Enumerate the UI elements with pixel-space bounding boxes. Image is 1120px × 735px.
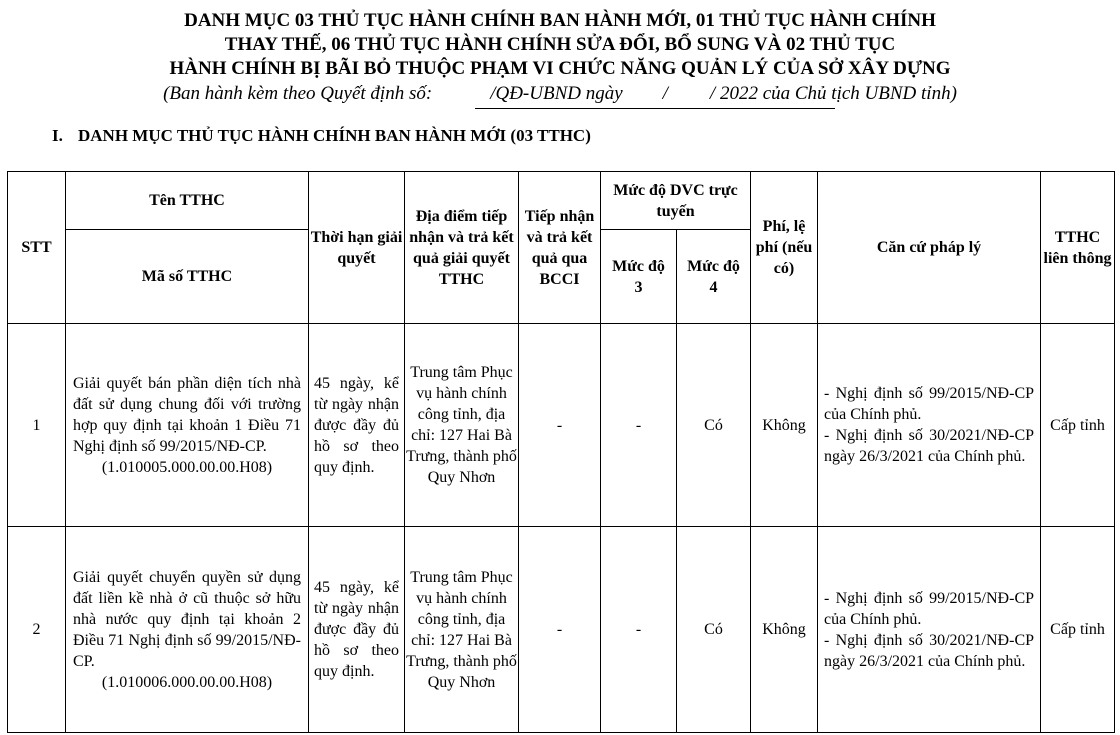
document-title: [0, 9, 1120, 81]
row-procedure: [66, 527, 309, 733]
row-bcci: -: [519, 324, 601, 527]
row-time: 45 ngày, kể từ ngày nhận được đầy đủ hồ sơ theo quy định.: [309, 527, 405, 733]
table-row: [8, 324, 1115, 527]
legal-basis-2: - Nghị định số 30/2021/NĐ-CP ngày 26/3/2021 của Chính phủ.: [824, 427, 1035, 465]
legal-basis-1: - Nghị định số 99/2015/NĐ-CP của Chính phủ.: [824, 589, 1035, 628]
legal-basis-1: - Nghị định số 99/2015/NĐ-CP của Chính phủ.: [824, 385, 1035, 423]
row-legal: [818, 527, 1041, 733]
procedure-name: Giải quyết bán phần diện tích nhà đất sử dụng chung đối với trường hợp quy định tại khoản 1 Điều 71 Nghị định số 99/2015/NĐ-CP.: [73, 374, 301, 455]
row-location: Trung tâm Phục vụ hành chính công tỉnh, địa chỉ: 127 Hai Bà Trưng, thành phố Quy Nhơn: [405, 527, 519, 733]
row-procedure: [66, 324, 309, 527]
title-line-1: DANH MỤC 03 THỦ TỤC HÀNH CHÍNH BAN HÀNH MỚI, 01 THỦ TỤC HÀNH CHÍNH: [184, 10, 936, 31]
row-time: 45 ngày, kể từ ngày nhận được đầy đủ hồ sơ theo quy định.: [309, 324, 405, 527]
row-level3: -: [601, 324, 677, 527]
row-fee: Không: [751, 324, 818, 527]
header-level3: Mức độ 3: [601, 230, 677, 324]
row-level3: -: [601, 527, 677, 733]
header-level4: Mức độ 4: [677, 230, 751, 324]
header-bcci: Tiếp nhận và trả kết quả qua BCCI: [519, 172, 601, 324]
row-level4: Có: [677, 527, 751, 733]
row-linked: Cấp tỉnh: [1041, 527, 1115, 733]
section-number: I.: [52, 126, 63, 145]
subtitle-suffix: / 2022 của Chủ tịch UBND tỉnh): [709, 83, 957, 104]
row-stt: 2: [8, 527, 66, 733]
document-subtitle: [0, 82, 1120, 106]
table-row: [8, 527, 1115, 733]
header-fee: Phí, lệ phí (nếu có): [751, 172, 818, 324]
procedure-code: (1.010005.000.00.00.H08): [101, 458, 273, 476]
header-code: Mã số TTHC: [66, 230, 309, 324]
section-heading: [52, 126, 591, 146]
title-line-3: HÀNH CHÍNH BỊ BÃI BỎ THUỘC PHẠM VI CHỨC NĂNG QUẢN LÝ CỦA SỞ XÂY DỰNG: [169, 58, 951, 79]
row-fee: Không: [751, 527, 818, 733]
subtitle-prefix: (Ban hành kèm theo Quyết định số:: [163, 83, 433, 104]
subtitle-mid: /QĐ-UBND ngày: [490, 83, 623, 104]
row-level4: Có: [677, 324, 751, 527]
title-line-2: THAY THẾ, 06 THỦ TỤC HÀNH CHÍNH SỬA ĐỔI, BỔ SUNG VÀ 02 THỦ TỤC: [224, 34, 896, 55]
procedure-code: (1.010006.000.00.00.H08): [101, 673, 273, 691]
header-name: Tên TTHC: [66, 172, 309, 230]
section-title: DANH MỤC THỦ TỤC HÀNH CHÍNH BAN HÀNH MỚI (03 TTHC): [78, 126, 591, 145]
subtitle-underline: [475, 108, 835, 109]
header-location: Địa điểm tiếp nhận và trả kết quả giải quyết TTHC: [405, 172, 519, 324]
row-stt: 1: [8, 324, 66, 527]
header-stt: STT: [8, 172, 66, 324]
header-dvc: Mức độ DVC trực tuyến: [601, 172, 751, 230]
legal-basis-2: - Nghị định số 30/2021/NĐ-CP ngày 26/3/2021 của Chính phủ.: [824, 631, 1035, 670]
header-time: Thời hạn giải quyết: [309, 172, 405, 324]
row-bcci: -: [519, 527, 601, 733]
procedure-name: Giải quyết chuyển quyền sử dụng đất liền kề nhà ở cũ thuộc sở hữu nhà nước quy định tại khoản 2 Điều 71 Nghị định số 99/2015/NĐ-CP.: [73, 568, 301, 670]
header-row-1: [8, 172, 1115, 230]
row-linked: Cấp tỉnh: [1041, 324, 1115, 527]
row-location: Trung tâm Phục vụ hành chính công tỉnh, địa chỉ: 127 Hai Bà Trưng, thành phố Quy Nhơn: [405, 324, 519, 527]
header-linked: TTHC liên thông: [1041, 172, 1115, 324]
header-legal: Căn cứ pháp lý: [818, 172, 1041, 324]
subtitle-slash: /: [662, 83, 668, 104]
row-legal: [818, 324, 1041, 527]
procedures-table: [7, 171, 1115, 733]
